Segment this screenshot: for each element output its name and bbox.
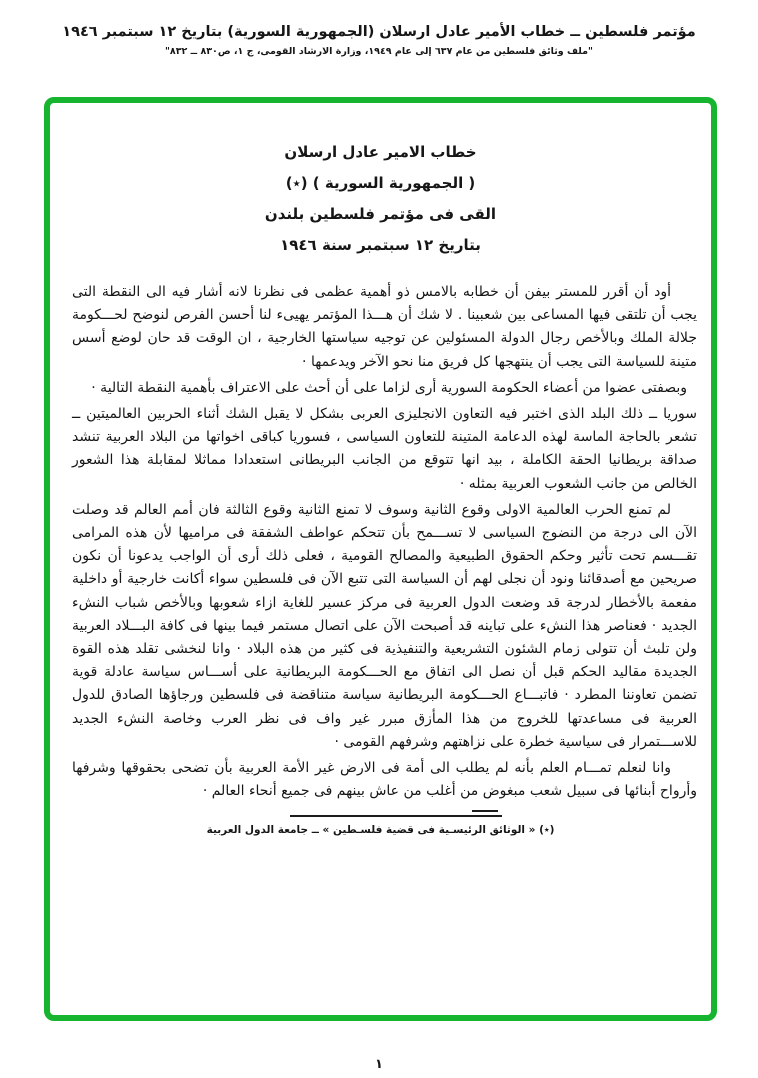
heading-line-country: ( الجمهورية السورية ) (٭) [285,174,476,192]
green-border-frame [44,97,717,1021]
page-number: ١ [375,1057,383,1072]
heading-line-date: بتاريخ ١٢ سبتمبر سنة ١٩٤٦ [280,236,481,254]
speech-body [72,281,697,803]
paragraph: سوريا ــ ذلك البلد الذى اختبر فيه التعاون الانجليزى العربى بشكل لا يقبل الشك أثناء الحربين العالميتين ــ تشعر بالحاجة الماسة لهذه الدعامة المتينة للتعاون السياسى ، فسوريا كباقى اخواتها من البلاد العربية تنشد صداقة بريطانيا الحقة الكاملة ، بيد انها تتوقع من الجانب البريطانى استعدادا مماثلا لمقابلة هذا الشعور الخالص من جانب الشعوب العربية بمثله · [72,406,697,492]
speech-heading [50,137,711,261]
document-title: مؤتمر فلسطين ــ خطاب الأمير عادل ارسلان (الجمهورية السورية) بتاريخ ١٢ سبتمبر ١٩٤٦ [62,24,696,40]
heading-line-speaker: خطاب الامير عادل ارسلان [284,143,477,161]
paragraph: وبصفتى عضوا من أعضاء الحكومة السورية أرى لزاما على أن أحث على الاعتراف بأهمية النقطة التالية · [91,379,687,396]
paragraph: لم تمنع الحرب العالمية الاولى وقوع الثانية وسوف لا تمنع الثانية وقوع الثالثة فان أمم العالم قد وصلت الآن الى درجة من النضوج السياسى لا تســـمح بأن تتحكم عواطف الشفقة فى مراميها لأن هذه المرامى تقـــسم تحت تأثير وحكم الحقوق الطبيعية والمصالح القومية ، فعلى ذلك أرى أن الواجب يدعونا أن نكون صريحين مع أصدقائنا ونود أن نجلى لهم أن السياسة التى تتبع الآن فى فلسطين سواء أكانت خارجية أو داخلية مفعمة بالأخطار لدرجة قد وضعت الدول العربية فى مركز عسير للغاية ازاء شعوبها وبالأخص شباب النشء الجديد · فعناصر هذا النشء على تباينه قد أصبحت الآن على اتصال مستمر فيما بينها فى كافة البـــلاد العربية ولن تلبث أن تتولى زمام الشئون التشريعية والتنفيذية فى كثير من هذه البلاد · وانا لنخشى تقلد هذه القوة الجديدة مقاليد الحكم قبل أن نصل الى اتفاق مع الحـــكومة البريطانية على أســـاس سياسة عادلة قوية تضمن تعاوننا المطرد · فاتبـــاع الحـــكومة البريطانية سياسة متناقضة فى فلسطين ورجاؤها الصادق للدول العربية فى مساعدتها للخروج من هذا المأزق مبرر غير واف فى نظر العرب وخاصة النشء الجديد للاســـتمرار فى سياسية خطرة على نزاهتهم وشرفهم القومى · [72,501,697,750]
heading-line-occasion: القى فى مؤتمر فلسطين بلندن [264,205,497,223]
paragraph: وانا لنعلم تمـــام العلم بأنه لم يطلب الى أمة فى الارض غير الأمة العربية بأن تضحى بحقوقها وشرفها وأرواح أبنائها فى سبيل شعب مبغوض من أغلب من عاش بينهم فى جميع أنحاء العالم · [72,760,697,800]
document-source-citation: "ملف وثائق فلسطين من عام ٦٣٧ إلى عام ١٩٤٩، وزارة الارشاد القومى، ج ١، ص٨٣٠ ــ ٨٣٢" [164,46,594,57]
footnote-text: (٭) « الوثائق الرئيسـية فى قضية فلسـطين » ــ جامعة الدول العربية [206,824,555,837]
footnote-separator [290,815,502,817]
paragraph: أود أن أقرر للمستر بيفن أن خطابه بالامس ذو أهمية عظمى فى نظرنا لانه أشار فيه الى النقطة التى يجب أن تلتقى فيها المساعى بين شعبينا . لا شك أن هـــذا المؤتمر يهيىء لنا أحسن الفرص لنوضح لحـــكومة جلالة الملك وبالأخص رجال الدولة المسئولين عن توجيه سياستها الخارجية ، ان الوقت قد حان لوضع أسس متينة للسياسة التى يجب أن ينتهجها كل فريق منا نحو الآخر ويدعمها · [72,284,697,370]
